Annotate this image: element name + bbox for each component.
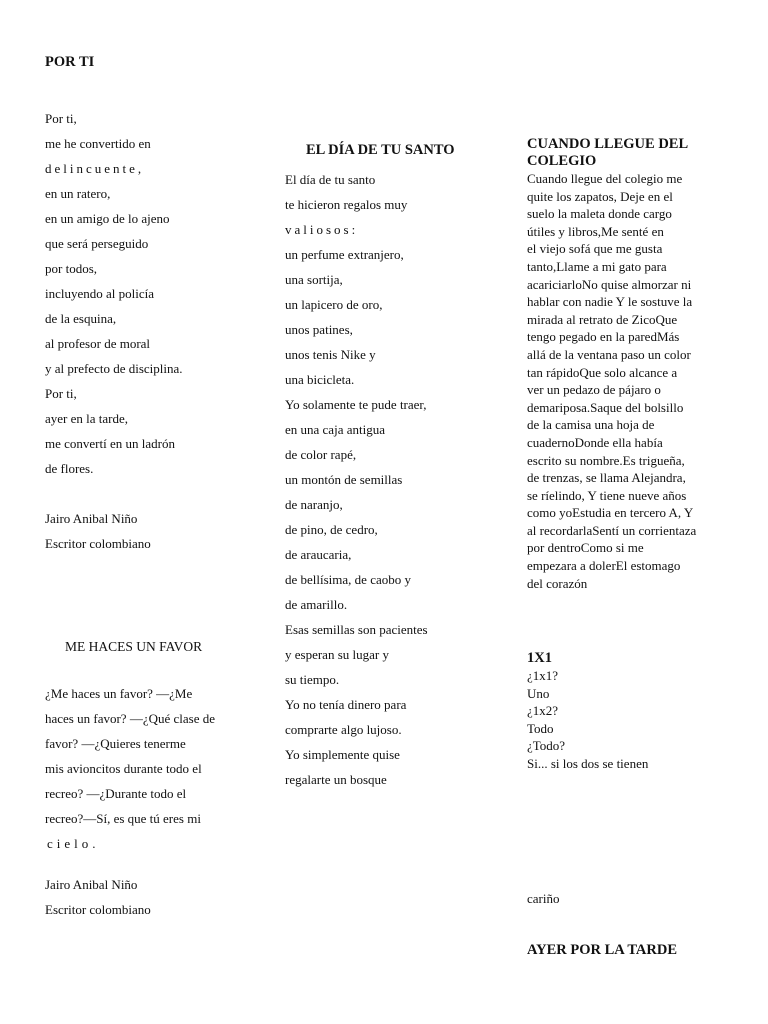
poem-title: EL DÍA DE TU SANTO bbox=[306, 142, 455, 158]
author-description: Escritor colombiano bbox=[45, 902, 151, 917]
poem-line: hablar con nadie Y le sostuve la bbox=[527, 294, 693, 310]
poem-line: incluyendo al policía bbox=[45, 286, 155, 301]
poem-line: en un amigo de lo ajeno bbox=[45, 211, 170, 226]
poem-line: regalarte un bosque bbox=[285, 772, 387, 787]
poem-body bbox=[527, 170, 727, 592]
poem-line: Yo simplemente quise bbox=[285, 747, 400, 762]
poem-line: de pino, de cedro, bbox=[285, 522, 378, 537]
poem-line: por dentroComo si me bbox=[527, 540, 644, 556]
poem-line: una sortija, bbox=[285, 272, 343, 287]
poem-line: acariciarloNo quise almorzar ni bbox=[527, 276, 692, 292]
poem-line: un perfume extranjero, bbox=[285, 247, 404, 262]
poem-line: quite los zapatos, Deje en el bbox=[527, 188, 673, 204]
poem-el-dia-de-tu-santo bbox=[285, 142, 465, 792]
author-credit bbox=[45, 872, 255, 922]
poem-line: útiles y libros,Me senté en bbox=[527, 223, 664, 239]
poem-line: ver un pedazo de pájaro o bbox=[527, 382, 661, 398]
poem-line: haces un favor? —¿Qué clase de bbox=[45, 711, 215, 726]
poem-line: Yo solamente te pude traer, bbox=[285, 397, 427, 412]
poem-line: de bellísima, de caobo y bbox=[285, 572, 411, 587]
poem-line: como yoEstudia en tercero A, Y bbox=[527, 505, 694, 521]
poem-line: Si... si los dos se tienen bbox=[527, 755, 649, 771]
poem-line: y esperan su lugar y bbox=[285, 647, 389, 662]
poem-line: tan rápidoQue solo alcance a bbox=[527, 364, 678, 380]
poem-line: ¿Me haces un favor? —¿Me bbox=[45, 686, 193, 701]
poem-body bbox=[285, 167, 465, 792]
poem-line: Uno bbox=[527, 685, 550, 701]
poem-line: en una caja antigua bbox=[285, 422, 385, 437]
poem-line: al recordarlaSentí un corrientaza bbox=[527, 522, 697, 538]
poem-title: POR TI bbox=[45, 54, 95, 70]
poem-line: unos tenis Nike y bbox=[285, 347, 376, 362]
poem-line: una bicicleta. bbox=[285, 372, 355, 387]
poem-line: tanto,Llame a mi gato para bbox=[527, 258, 667, 274]
poem-line: un lapicero de oro, bbox=[285, 297, 383, 312]
poem-line: Todo bbox=[527, 720, 554, 736]
poem-line: tengo pegado en la paredMás bbox=[527, 329, 680, 345]
poem-line: y al prefecto de disciplina. bbox=[45, 361, 183, 376]
poem-ayer-por-la-tarde bbox=[527, 942, 677, 959]
poem-line: unos patines, bbox=[285, 322, 353, 337]
poem-line: me convertí en un ladrón bbox=[45, 436, 175, 451]
poem-line: suelo la maleta donde cargo bbox=[527, 206, 672, 222]
poem-line: por todos, bbox=[45, 261, 97, 276]
poem-line: de color rapé, bbox=[285, 447, 357, 462]
author-name: Jairo Anibal Niño bbox=[45, 511, 138, 526]
author-description: Escritor colombiano bbox=[45, 536, 151, 551]
poem-line: de araucaria, bbox=[285, 547, 352, 562]
poem-line: de naranjo, bbox=[285, 497, 343, 512]
poem-line: Esas semillas son pacientes bbox=[285, 622, 428, 637]
poem-line: te hicieron regalos muy bbox=[285, 197, 408, 212]
poem-line: empezara a dolerEl estomago bbox=[527, 558, 681, 574]
poem-title bbox=[527, 136, 727, 170]
poem-title-line: CUANDO LLEGUE DEL bbox=[527, 136, 689, 152]
poem-line: cielo. bbox=[47, 836, 100, 851]
poem-line: ayer en la tarde, bbox=[45, 411, 129, 426]
poem-line: demariposa.Saque del bolsillo bbox=[527, 399, 684, 415]
poem-line: El día de tu santo bbox=[285, 172, 376, 187]
poem-line: Por ti, bbox=[45, 386, 77, 401]
poem-line: mirada al retrato de ZicoQue bbox=[527, 311, 678, 327]
poem-title: ME HACES UN FAVOR bbox=[65, 639, 203, 654]
poem-por-ti bbox=[45, 54, 255, 556]
poem-title: 1X1 bbox=[527, 650, 552, 666]
poem-line: me he convertido en bbox=[45, 136, 151, 151]
poem-line: su tiempo. bbox=[285, 672, 340, 687]
poem-line: de la camisa una hoja de bbox=[527, 417, 655, 433]
poem-1x1 bbox=[527, 650, 727, 773]
poem-line: ¿1x1? bbox=[527, 668, 559, 683]
poem-body bbox=[527, 667, 727, 773]
poem-line-carino: cariño bbox=[527, 891, 560, 906]
poem-title-line: COLEGIO bbox=[527, 153, 597, 169]
poem-line: recreo? —¿Durante todo el bbox=[45, 786, 187, 801]
poem-me-haces-un-favor bbox=[45, 638, 255, 922]
poem-line: de la esquina, bbox=[45, 311, 117, 326]
poem-line: Por ti, bbox=[45, 111, 77, 126]
poem-line: de amarillo. bbox=[285, 597, 348, 612]
poem-line: mis avioncitos durante todo el bbox=[45, 761, 202, 776]
poem-line: un montón de semillas bbox=[285, 472, 403, 487]
poem-line: de flores. bbox=[45, 461, 94, 476]
poem-line: comprarte algo lujoso. bbox=[285, 722, 402, 737]
poem-line: recreo?—Sí, es que tú eres mi bbox=[45, 811, 201, 826]
poem-line: delincuente, bbox=[45, 161, 145, 176]
poem-title: AYER POR LA TARDE bbox=[527, 942, 677, 958]
poem-line: al profesor de moral bbox=[45, 336, 151, 351]
poem-line: de trenzas, se llama Alejandra, bbox=[527, 470, 686, 486]
poem-line: se ríelindo, Y tiene nueve años bbox=[527, 487, 687, 503]
poem-cuando-llegue-del-colegio bbox=[527, 136, 727, 592]
poem-line: ¿Todo? bbox=[527, 738, 566, 754]
poem-line: Cuando llegue del colegio me bbox=[527, 171, 683, 186]
poem-line: escrito su nombre.Es trigueña, bbox=[527, 452, 685, 468]
poem-line: ¿1x2? bbox=[527, 703, 559, 719]
poem-line: favor? —¿Quieres tenerme bbox=[45, 736, 186, 751]
poem-line: valiosos: bbox=[285, 222, 359, 237]
poem-line: del corazón bbox=[527, 575, 588, 591]
poem-body bbox=[45, 106, 255, 481]
poem-line: allá de la ventana paso un color bbox=[527, 346, 691, 362]
poem-line: en un ratero, bbox=[45, 186, 111, 201]
poem-line: el viejo sofá que me gusta bbox=[527, 241, 663, 257]
poem-line: Yo no tenía dinero para bbox=[285, 697, 407, 712]
poem-body bbox=[45, 681, 255, 856]
poem-line: que será perseguido bbox=[45, 236, 149, 251]
poem-line: cuadernoDonde ella había bbox=[527, 434, 663, 450]
author-name: Jairo Anibal Niño bbox=[45, 877, 138, 892]
author-credit bbox=[45, 506, 255, 556]
